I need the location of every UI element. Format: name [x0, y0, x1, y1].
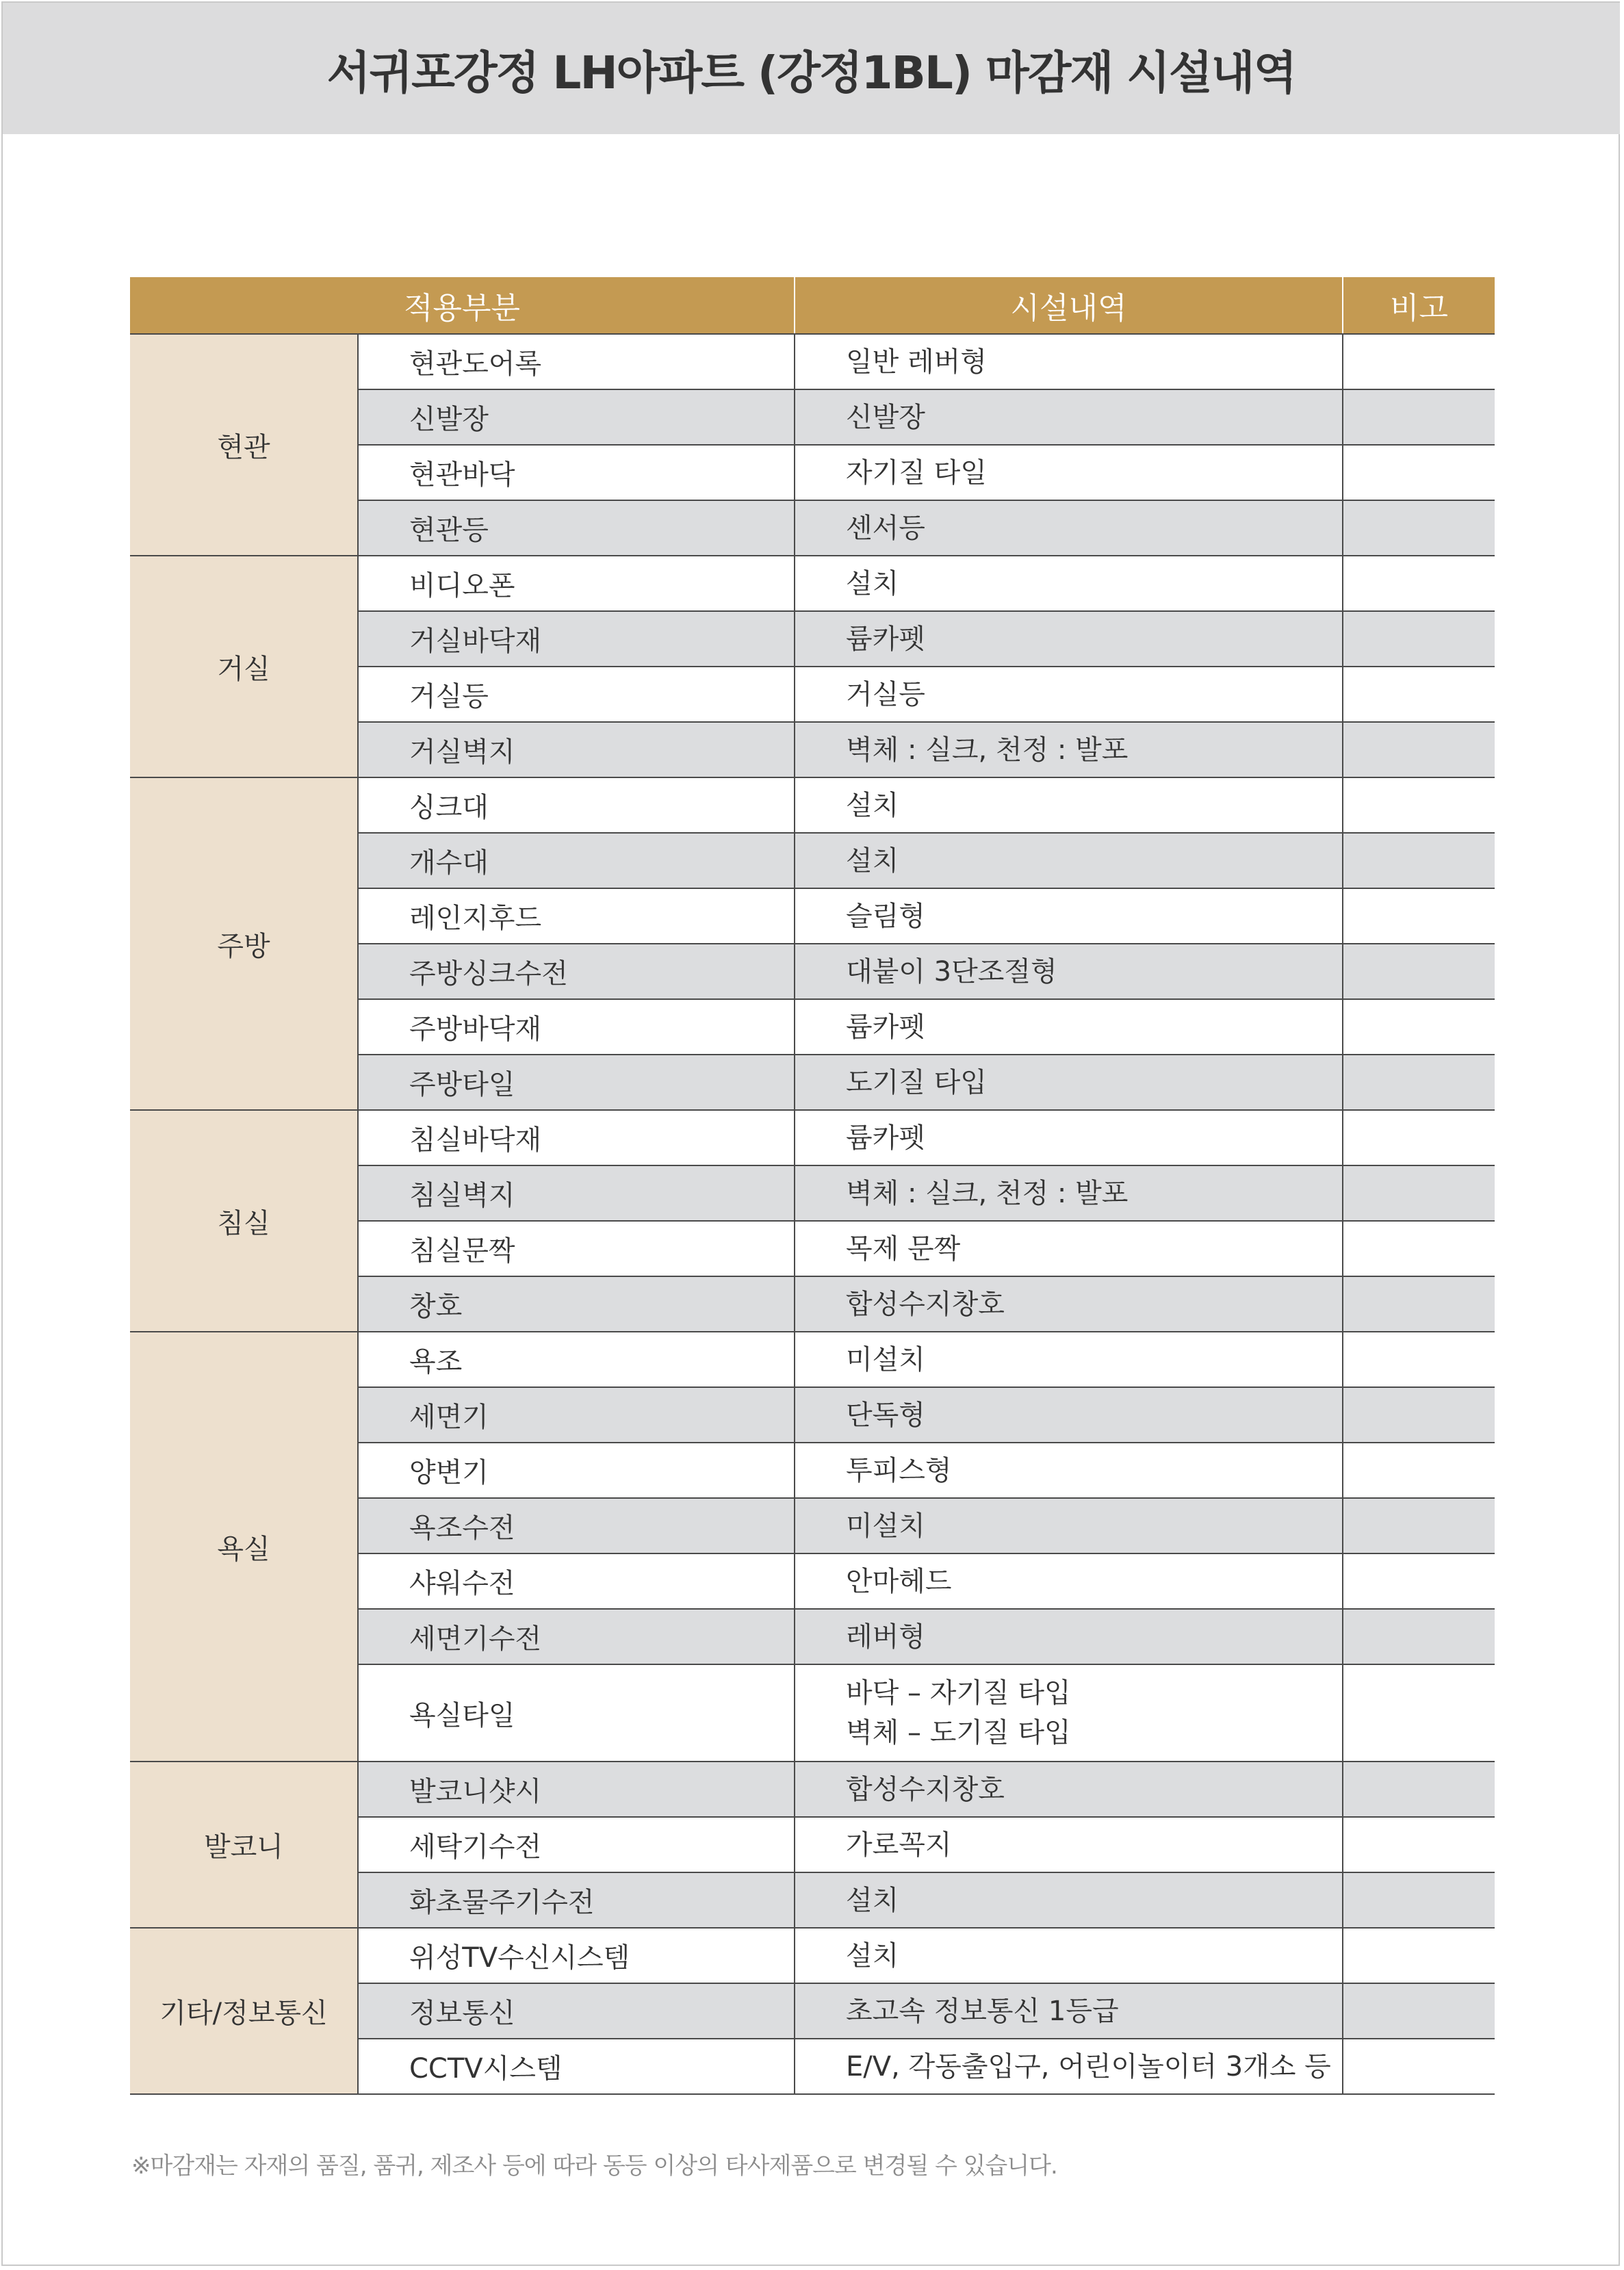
desc-cell: 자기질 타일 [795, 445, 1343, 500]
category-cell: 침실 [130, 1110, 358, 1332]
note-cell [1343, 334, 1495, 389]
finish-spec-table [130, 277, 1495, 2095]
table-row [130, 1110, 1495, 1165]
part-cell: 싱크대 [358, 777, 795, 833]
note-cell [1343, 1872, 1495, 1928]
desc-line: 벽체 – 도기질 타입 [846, 1717, 1071, 1749]
part-cell: 신발장 [358, 389, 795, 445]
note-cell [1343, 833, 1495, 888]
part-cell: 욕조수전 [358, 1498, 795, 1553]
note-cell [1343, 1664, 1495, 1762]
desc-cell: 투피스형 [795, 1443, 1343, 1498]
note-cell [1343, 1443, 1495, 1498]
desc-cell: 륨카펫 [795, 999, 1343, 1055]
desc-cell: 거실등 [795, 667, 1343, 722]
part-cell: 주방싱크수전 [358, 944, 795, 999]
category-cell: 욕실 [130, 1332, 358, 1762]
part-cell: 세면기 [358, 1387, 795, 1443]
note-cell [1343, 1110, 1495, 1165]
desc-cell: 슬림형 [795, 888, 1343, 944]
part-cell: 비디오폰 [358, 556, 795, 611]
note-cell [1343, 999, 1495, 1055]
table-row [130, 777, 1495, 833]
desc-cell: 벽체 : 실크, 천정 : 발포 [795, 1165, 1343, 1221]
note-cell [1343, 389, 1495, 445]
part-cell: 거실바닥재 [358, 611, 795, 667]
part-cell: CCTV시스템 [358, 2039, 795, 2094]
desc-cell: 단독형 [795, 1387, 1343, 1443]
header-note: 비고 [1343, 277, 1495, 334]
note-cell [1343, 1387, 1495, 1443]
desc-cell: 설치 [795, 556, 1343, 611]
header-part: 적용부분 [130, 277, 795, 334]
desc-cell: 레버형 [795, 1609, 1343, 1664]
desc-cell: 센서등 [795, 500, 1343, 556]
part-cell: 현관등 [358, 500, 795, 556]
note-cell [1343, 500, 1495, 556]
note-cell [1343, 1983, 1495, 2039]
part-cell: 현관도어록 [358, 334, 795, 389]
category-cell: 현관 [130, 334, 358, 556]
part-cell: 세면기수전 [358, 1609, 795, 1664]
part-cell: 거실등 [358, 667, 795, 722]
part-cell: 개수대 [358, 833, 795, 888]
part-cell: 주방타일 [358, 1055, 795, 1110]
desc-cell: E/V, 각동출입구, 어린이놀이터 3개소 등 [795, 2039, 1343, 2094]
note-cell [1343, 722, 1495, 777]
desc-cell: 목제 문짝 [795, 1221, 1343, 1276]
part-cell: 현관바닥 [358, 445, 795, 500]
page-title: 서귀포강정 LH아파트 (강정1BL) 마감재 시설내역 [326, 46, 1296, 99]
desc-cell: 설치 [795, 777, 1343, 833]
part-cell: 레인지후드 [358, 888, 795, 944]
table-body [130, 334, 1495, 2094]
desc-cell: 설치 [795, 833, 1343, 888]
desc-cell [795, 1664, 1343, 1762]
table-row [130, 556, 1495, 611]
desc-cell: 벽체 : 실크, 천정 : 발포 [795, 722, 1343, 777]
note-cell [1343, 1055, 1495, 1110]
part-cell: 창호 [358, 1276, 795, 1332]
part-cell: 욕실타일 [358, 1664, 795, 1762]
title-bar [3, 3, 1620, 134]
desc-cell: 일반 레버형 [795, 334, 1343, 389]
part-cell: 정보통신 [358, 1983, 795, 2039]
desc-cell: 륨카펫 [795, 611, 1343, 667]
desc-cell: 대붙이 3단조절형 [795, 944, 1343, 999]
note-cell [1343, 1165, 1495, 1221]
table-row [130, 334, 1495, 389]
desc-cell: 미설치 [795, 1498, 1343, 1553]
table-row [130, 1928, 1495, 1983]
note-cell [1343, 1928, 1495, 1983]
note-cell [1343, 1553, 1495, 1609]
part-cell: 샤워수전 [358, 1553, 795, 1609]
category-cell: 발코니 [130, 1762, 358, 1928]
note-cell [1343, 445, 1495, 500]
note-cell [1343, 2039, 1495, 2094]
table-row [130, 1332, 1495, 1387]
header-desc: 시설내역 [795, 277, 1343, 334]
part-cell: 거실벽지 [358, 722, 795, 777]
desc-cell: 신발장 [795, 389, 1343, 445]
desc-cell: 도기질 타입 [795, 1055, 1343, 1110]
part-cell: 침실벽지 [358, 1165, 795, 1221]
note-cell [1343, 777, 1495, 833]
part-cell: 침실바닥재 [358, 1110, 795, 1165]
desc-cell: 안마헤드 [795, 1553, 1343, 1609]
note-cell [1343, 556, 1495, 611]
category-cell: 주방 [130, 777, 358, 1110]
table-header-row [130, 277, 1495, 334]
desc-cell: 합성수지창호 [795, 1276, 1343, 1332]
part-cell: 세탁기수전 [358, 1817, 795, 1872]
desc-cell: 합성수지창호 [795, 1762, 1343, 1817]
category-cell: 거실 [130, 556, 358, 777]
note-cell [1343, 1817, 1495, 1872]
desc-cell: 륨카펫 [795, 1110, 1343, 1165]
part-cell: 화초물주기수전 [358, 1872, 795, 1928]
desc-line: 바닥 – 자기질 타입 [846, 1677, 1071, 1709]
desc-cell: 설치 [795, 1928, 1343, 1983]
note-cell [1343, 1762, 1495, 1817]
footnote: ※마감재는 자재의 품질, 품귀, 제조사 등에 따라 동등 이상의 타사제품으로 변경될 수 있습니다. [131, 2152, 1057, 2180]
part-cell: 양변기 [358, 1443, 795, 1498]
part-cell: 욕조 [358, 1332, 795, 1387]
desc-cell: 미설치 [795, 1332, 1343, 1387]
desc-cell: 가로꼭지 [795, 1817, 1343, 1872]
part-cell: 발코니샷시 [358, 1762, 795, 1817]
part-cell: 주방바닥재 [358, 999, 795, 1055]
table-row [130, 1762, 1495, 1817]
note-cell [1343, 888, 1495, 944]
note-cell [1343, 1276, 1495, 1332]
note-cell [1343, 1221, 1495, 1276]
note-cell [1343, 1609, 1495, 1664]
note-cell [1343, 667, 1495, 722]
part-cell: 위성TV수신시스템 [358, 1928, 795, 1983]
note-cell [1343, 611, 1495, 667]
note-cell [1343, 944, 1495, 999]
desc-cell: 설치 [795, 1872, 1343, 1928]
note-cell [1343, 1332, 1495, 1387]
category-cell: 기타/정보통신 [130, 1928, 358, 2094]
part-cell: 침실문짝 [358, 1221, 795, 1276]
note-cell [1343, 1498, 1495, 1553]
desc-cell: 초고속 정보통신 1등급 [795, 1983, 1343, 2039]
